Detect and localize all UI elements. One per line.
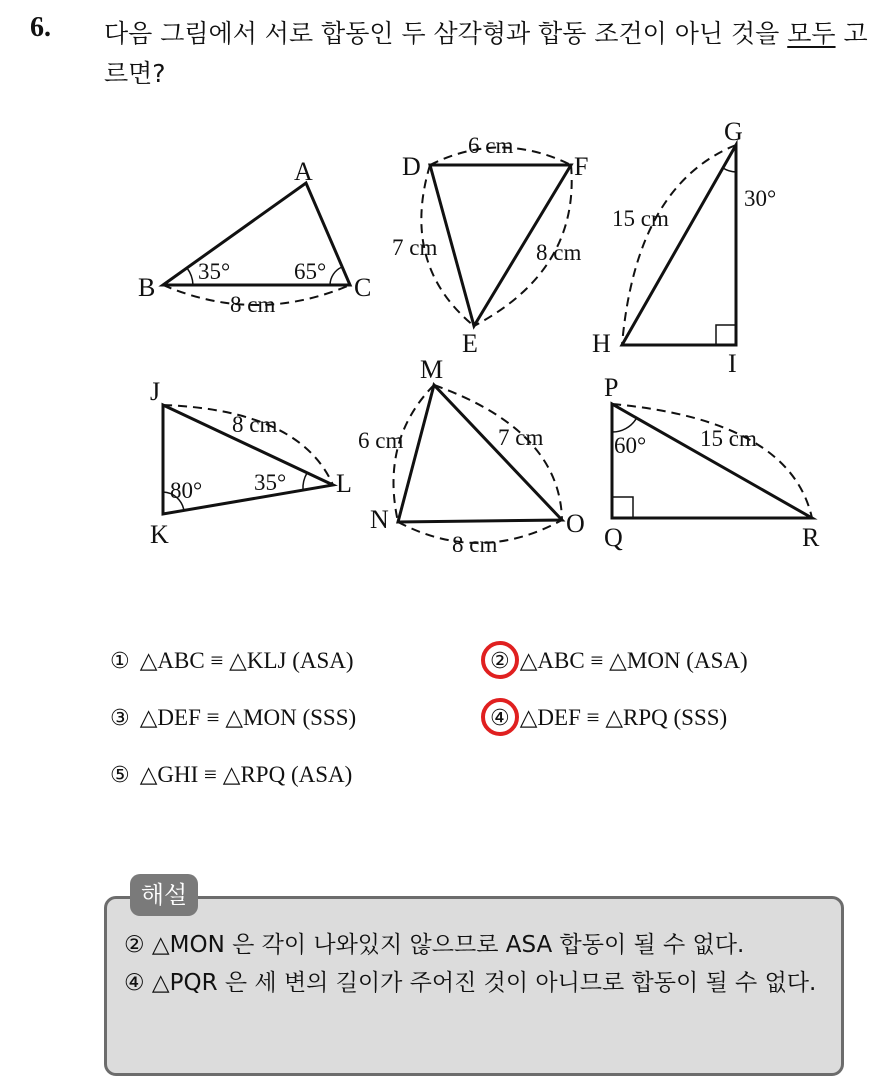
- label-d: D: [402, 152, 421, 181]
- measure-angle-c: 65°: [294, 259, 327, 284]
- label-e: E: [462, 329, 478, 358]
- triangle-def: [392, 133, 588, 358]
- measure-side-bc: 8 cm: [230, 292, 276, 317]
- measure-angle-g: 30°: [744, 186, 777, 211]
- measure-side-mn: 6 cm: [358, 428, 404, 453]
- question-text-main: 다음 그림에서 서로 합동인 두 삼각형과 합동 조건이 아닌 것을: [104, 19, 788, 48]
- choice-2[interactable]: [490, 648, 748, 674]
- choice-5-number: ⑤: [110, 763, 130, 788]
- label-m: M: [420, 355, 444, 384]
- choice-2-number: ②: [490, 649, 510, 674]
- label-l: L: [336, 469, 352, 498]
- choice-4[interactable]: [490, 705, 727, 731]
- choice-3-number: ③: [110, 706, 130, 731]
- question-text: [104, 14, 874, 94]
- triangle-mno: [358, 355, 585, 557]
- measure-angle-b: 35°: [198, 259, 231, 284]
- label-i: I: [728, 349, 737, 378]
- choice-1[interactable]: [110, 648, 354, 674]
- label-h: H: [592, 329, 611, 358]
- measure-side-df: 6 cm: [468, 133, 514, 158]
- label-b: B: [138, 273, 156, 302]
- choice-5-text: △GHI ≡ △RPQ (ASA): [139, 762, 353, 787]
- label-j: J: [150, 377, 161, 406]
- explanation-line-1: ② △MON 은 각이 나와있지 않으므로 ASA 합동이 될 수 없다.: [124, 932, 745, 958]
- triangle-ghi: [592, 117, 776, 378]
- answer-mark-circle: [481, 641, 519, 679]
- triangle-pqr: [604, 373, 820, 552]
- triangle-figure: [0, 110, 884, 570]
- triangle-jkl: [150, 377, 352, 549]
- measure-side-ef: 8 cm: [536, 240, 582, 265]
- label-a: A: [294, 157, 313, 186]
- label-p: P: [604, 373, 619, 402]
- triangle-abc: [138, 157, 371, 317]
- label-r: R: [802, 523, 820, 552]
- choice-1-text: △ABC ≡ △KLJ (ASA): [139, 648, 354, 673]
- measure-side-de: 7 cm: [392, 235, 438, 260]
- measure-side-gh: 15 cm: [612, 206, 669, 231]
- choice-3[interactable]: [110, 705, 356, 731]
- explanation-line-2: ④ △PQR 은 세 변의 길이가 주어진 것이 아니므로 합동이 될 수 없다.: [124, 970, 817, 996]
- measure-angle-k: 80°: [170, 478, 203, 503]
- measure-side-jl: 8 cm: [232, 412, 278, 437]
- choice-3-text: △DEF ≡ △MON (SSS): [139, 705, 357, 730]
- question-text-emphasis: 모두: [787, 19, 836, 48]
- measure-side-pr: 15 cm: [700, 426, 757, 451]
- choice-4-text: △DEF ≡ △RPQ (SSS): [519, 705, 728, 730]
- label-k: K: [150, 520, 169, 549]
- explanation-text: [124, 926, 834, 1002]
- choice-5[interactable]: [110, 762, 352, 788]
- choice-2-text: △ABC ≡ △MON (ASA): [519, 648, 748, 673]
- label-o: O: [566, 509, 585, 538]
- label-g: G: [724, 117, 743, 146]
- question-text-end: 고르면?: [104, 19, 868, 88]
- label-n: N: [370, 505, 389, 534]
- label-f: F: [574, 152, 589, 181]
- measure-angle-p: 60°: [614, 433, 647, 458]
- measure-side-mo: 7 cm: [498, 425, 544, 450]
- explanation-tab: 해설: [130, 874, 198, 916]
- label-c: C: [354, 273, 372, 302]
- choice-4-number: ④: [490, 706, 510, 731]
- measure-side-no: 8 cm: [452, 532, 498, 557]
- choice-1-number: ①: [110, 649, 130, 674]
- question-number: 6.: [30, 12, 51, 43]
- answer-mark-circle: [481, 698, 519, 736]
- label-q: Q: [604, 523, 623, 552]
- measure-angle-l: 35°: [254, 470, 287, 495]
